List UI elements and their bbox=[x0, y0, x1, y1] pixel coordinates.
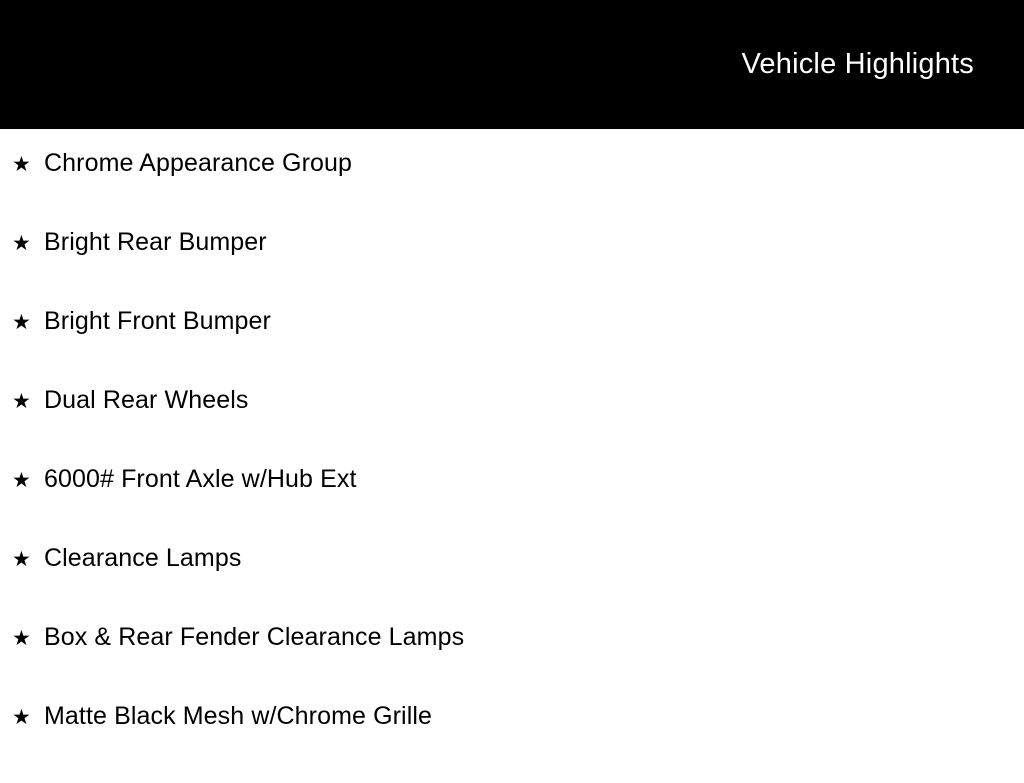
list-item bbox=[0, 309, 1024, 388]
list-item bbox=[0, 704, 1024, 783]
page-title: Vehicle Highlights bbox=[741, 48, 974, 80]
list-item bbox=[0, 151, 1024, 230]
star-bullet-icon: ★ bbox=[12, 469, 31, 492]
list-item bbox=[0, 546, 1024, 625]
list-item bbox=[0, 625, 1024, 704]
list-item-label: 6000# Front Axle w/Hub Ext bbox=[44, 465, 357, 493]
list-item bbox=[0, 467, 1024, 546]
list-item-label: Dual Rear Wheels bbox=[44, 386, 249, 414]
star-bullet-icon: ★ bbox=[12, 706, 31, 729]
list-item-label: Bright Front Bumper bbox=[44, 307, 271, 335]
star-bullet-icon: ★ bbox=[12, 390, 31, 413]
vehicle-highlights-list bbox=[0, 129, 1024, 783]
list-item-label: Box & Rear Fender Clearance Lamps bbox=[44, 623, 465, 651]
star-bullet-icon: ★ bbox=[12, 548, 31, 571]
list-item bbox=[0, 388, 1024, 467]
header-band bbox=[0, 0, 1024, 129]
star-bullet-icon: ★ bbox=[12, 232, 31, 255]
star-bullet-icon: ★ bbox=[12, 311, 31, 334]
star-bullet-icon: ★ bbox=[12, 627, 31, 650]
star-bullet-icon: ★ bbox=[12, 153, 31, 176]
list-item bbox=[0, 230, 1024, 309]
list-item-label: Chrome Appearance Group bbox=[44, 149, 353, 177]
list-item-label: Matte Black Mesh w/Chrome Grille bbox=[44, 702, 433, 730]
list-item-label: Clearance Lamps bbox=[44, 544, 242, 572]
list-item-label: Bright Rear Bumper bbox=[44, 228, 267, 256]
